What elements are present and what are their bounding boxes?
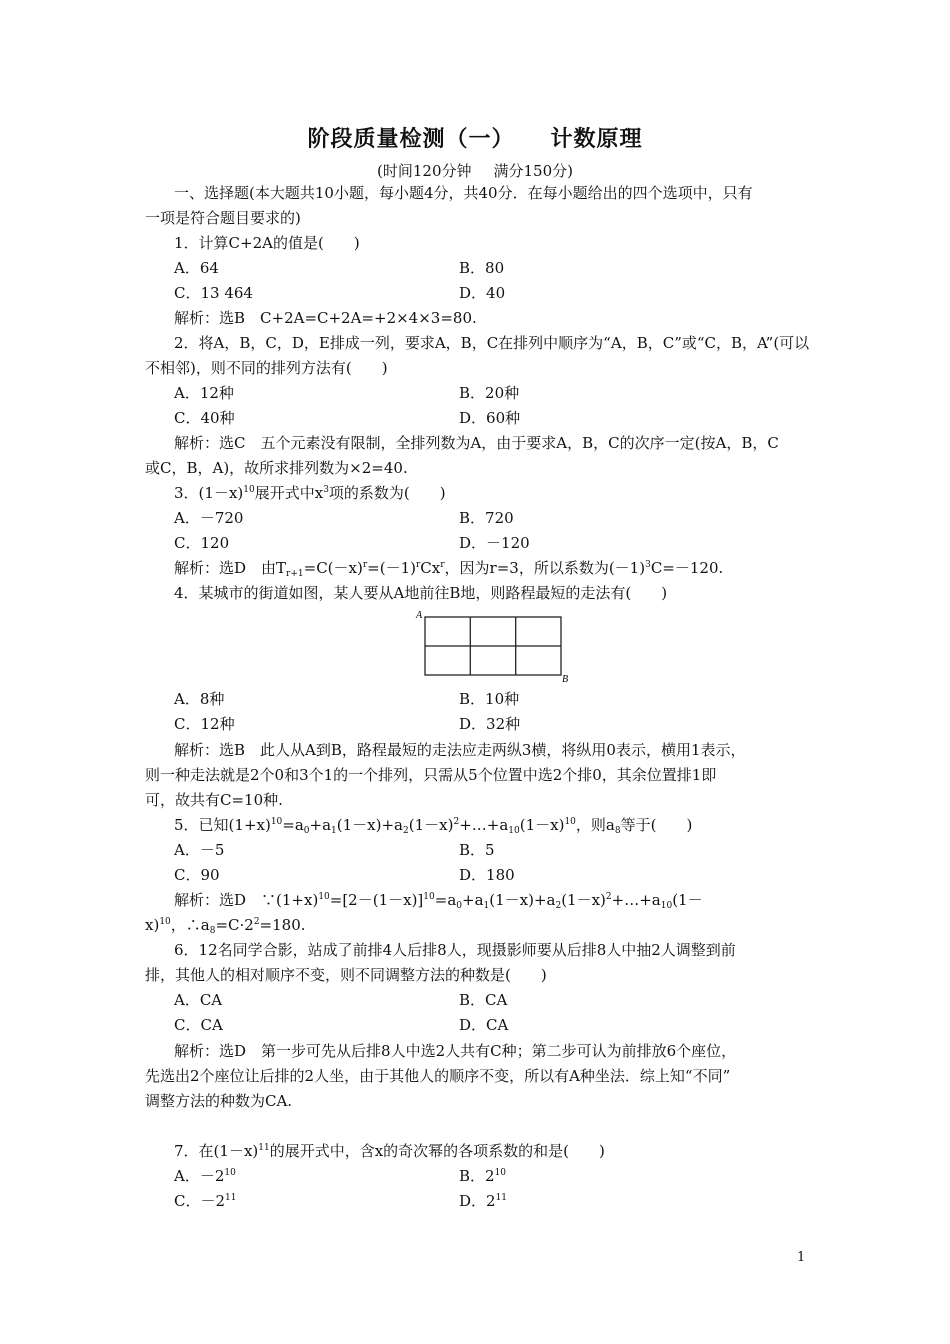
q2-option-d: D．60种	[459, 409, 521, 427]
q6-option-a: A．CA	[174, 991, 223, 1009]
grid-label-a: A	[416, 610, 423, 621]
q7-s2: 的展开式中，含x的奇次幂的各项系数的和是( )	[269, 1142, 605, 1160]
title-part1: 阶段质量检测（一）	[307, 126, 515, 152]
section-heading-2: 一项是符合题目要求的)	[145, 209, 301, 227]
q7-opt-a-text: A．－2	[174, 1167, 225, 1185]
q3-ans-sub: r+1	[286, 569, 304, 579]
q6-answer-1: 解析：选D 第一步可先从后排8人中选2人共有C种；第二步可认为前排放6个座位，	[174, 1042, 737, 1060]
q6-stem-1: 6．12名同学合影，站成了前排4人后排8人，现摄影师要从后排8人中抽2人调整到前	[174, 941, 736, 959]
grid-label-b: B	[562, 674, 569, 685]
q5-s6: +…+a	[459, 816, 509, 834]
q3-stem-a: 3．(1－x)	[174, 484, 244, 502]
q5-s7sup: 10	[564, 817, 576, 827]
q3-stem-sup2: 3	[323, 485, 329, 495]
q5-a4: +a	[462, 891, 484, 909]
q2-answer-1: 解析：选C 五个元素没有限制，全排列数为A，由于要求A，B，C的次序一定(按A，B，C	[174, 434, 779, 452]
q3-option-b: B．720	[459, 509, 514, 527]
q2-option-c: C．40种	[174, 409, 235, 427]
q3-stem	[174, 483, 446, 503]
q6-option-d: D．CA	[459, 1016, 509, 1034]
q5-s2sub: 0	[303, 826, 310, 836]
q3-option-c: C．120	[174, 534, 230, 552]
q6-answer-2: 先选出2个座位让后排的2人坐，由于其他人的顺序不变，所以有A种坐法．综上知“不同”	[145, 1067, 731, 1085]
q5-b1sup: 10	[159, 917, 171, 927]
q1-option-b: B．80	[459, 259, 505, 277]
q5-a2: =[2－(1－x)]	[329, 891, 424, 909]
q3-ans-sup2: r	[415, 560, 421, 570]
q2-answer-2: 或C，B，A)，故所求排列数为×2=40.	[145, 459, 408, 477]
q5-a3sub: 0	[456, 901, 462, 911]
q2-stem-2: 不相邻)，则不同的排列方法有( )	[145, 359, 388, 377]
q3-stem-sup1: 10	[243, 485, 255, 495]
q5-stem	[174, 815, 692, 835]
q7-option-b	[459, 1166, 506, 1186]
q5-b2: ，∴a	[170, 916, 210, 934]
q5-option-c: C．90	[174, 866, 220, 884]
q4-option-c: C．12种	[174, 715, 235, 733]
q7-opt-b-sup: 10	[494, 1168, 507, 1178]
q5-option-a: A．－5	[174, 841, 225, 859]
q1-option-c: C．13 464	[174, 284, 253, 302]
q5-s2: =a	[282, 816, 304, 834]
q5-s7: (1－x)	[519, 816, 565, 834]
q7-opt-c-sup: 11	[225, 1193, 237, 1203]
q5-a3: =a	[434, 891, 457, 909]
q5-a7: +…+a	[611, 891, 661, 909]
q5-a1sup: 10	[318, 892, 330, 902]
q7-opt-c-text: C．－2	[174, 1192, 226, 1210]
q5-a5sub: 2	[555, 901, 562, 911]
q7-option-d	[459, 1191, 507, 1211]
q5-b1: x)	[145, 916, 160, 934]
q3-ans-c: =(－1)	[367, 559, 416, 577]
q5-option-d: D．180	[459, 866, 515, 884]
q5-s9: 等于( )	[620, 816, 693, 834]
q3-ans-a: 解析：选D 由T	[174, 559, 287, 577]
q1-option-d: D．40	[459, 284, 506, 302]
street-grid-figure	[415, 607, 575, 685]
title-part2: 计数原理	[550, 126, 643, 152]
q5-s6sub: 10	[508, 826, 520, 836]
q7-option-c	[174, 1191, 236, 1211]
q5-b3sup: 2	[253, 917, 260, 927]
q6-answer-3: 调整方法的种数为CA.	[145, 1092, 293, 1110]
q3-option-d: D．－120	[459, 534, 530, 552]
q5-s1sup: 10	[270, 817, 283, 827]
q2-option-a: A．12种	[174, 384, 234, 402]
q3-stem-c: 项的系数为( )	[328, 484, 446, 502]
q3-answer	[174, 558, 723, 578]
q7-opt-a-sup: 10	[224, 1168, 236, 1178]
q5-a1: 解析：选D ∵(1+x)	[174, 891, 319, 909]
q5-s1: 5．已知(1+x)	[174, 816, 271, 834]
q5-a8: (1－	[672, 891, 703, 909]
q1-stem: 1．计算C+2A的值是( )	[174, 234, 360, 252]
q5-s8sub: 8	[614, 826, 621, 836]
q5-b4: =180.	[259, 916, 306, 934]
q3-ans-f: C=－120.	[650, 559, 724, 577]
q2-option-b: B．20种	[459, 384, 520, 402]
q7-s1: 7．在(1－x)	[174, 1142, 259, 1160]
q5-option-b: B．5	[459, 841, 495, 859]
q4-option-b: B．10种	[459, 690, 520, 708]
q5-a2sup: 10	[423, 892, 435, 902]
q6-stem-2: 排，其他人的相对顺序不变，则不同调整方法的种数是( )	[145, 966, 547, 984]
q1-answer: 解析：选B C+2A=C+2A=+2×4×3=80.	[174, 309, 477, 327]
q5-a6sup: 2	[605, 892, 612, 902]
q5-a5: (1－x)+a	[489, 891, 556, 909]
q6-option-c: C．CA	[174, 1016, 223, 1034]
q3-ans-sup4: 3	[645, 560, 651, 570]
q4-answer-2: 则一种走法就是2个0和3个1的一个排列，只需从5个位置中选2个排0，其余位置排1即	[145, 766, 717, 784]
q5-s5: (1－x)	[408, 816, 454, 834]
q3-ans-sup3: r	[440, 560, 445, 570]
q5-a6: (1－x)	[561, 891, 606, 909]
q2-stem-1: 2．将A，B，C，D，E排成一列，要求A，B，C在排列中顺序为“A，B，C”或“C，B，A”(可以	[174, 334, 810, 352]
q4-stem: 4．某城市的街道如图，某人要从A地前往B地，则路程最短的走法有( )	[174, 584, 668, 602]
page-number: 1	[797, 1250, 806, 1265]
exam-time: (时间120分钟	[377, 162, 472, 180]
q5-s5sup: 2	[453, 817, 460, 827]
q3-ans-b: =C(－x)	[303, 559, 363, 577]
section-heading-1: 一、选择题(本大题共10小题，每小题4分，共40分．在每小题给出的四个选项中，只有	[174, 184, 753, 202]
q5-s4: (1－x)+a	[336, 816, 403, 834]
q5-answer-2	[145, 915, 306, 935]
q5-a4sub: 1	[483, 901, 490, 911]
q4-option-d: D．32种	[459, 715, 521, 733]
q4-answer-3: 可，故共有C=10种.	[145, 791, 283, 809]
q4-answer-1: 解析：选B 此人从A到B，路程最短的走法应走两纵3横，将纵用0表示，横用1表示，	[174, 741, 746, 759]
q5-b3: =C·2	[215, 916, 254, 934]
q7-stem	[174, 1141, 605, 1161]
q7-option-a	[174, 1166, 236, 1186]
exam-info	[0, 160, 950, 181]
q5-s3: +a	[309, 816, 332, 834]
q5-s3sub: 1	[331, 826, 337, 836]
q5-s8: ，则a	[575, 816, 615, 834]
q3-stem-b: 展开式中x	[254, 484, 324, 502]
q7-opt-d-sup: 11	[495, 1193, 508, 1203]
q3-ans-d: Cx	[420, 559, 441, 577]
q5-a7sub: 10	[660, 901, 673, 911]
q5-answer-1	[174, 890, 703, 910]
page-title	[0, 122, 950, 153]
q5-s4sub: 2	[403, 826, 409, 836]
q3-ans-e: ，因为r=3，所以系数为(－1)	[444, 559, 646, 577]
q3-option-a: A．－720	[174, 509, 244, 527]
q5-b2sub: 8	[209, 926, 216, 936]
q3-ans-sup1: r	[362, 560, 368, 570]
q6-option-b: B．CA	[459, 991, 508, 1009]
q7-s1sup: 11	[258, 1143, 270, 1153]
q4-option-a: A．8种	[174, 690, 225, 708]
q1-option-a: A．64	[174, 259, 219, 277]
q7-opt-b-text: B．2	[459, 1167, 495, 1185]
exam-score: 满分150分)	[493, 162, 573, 180]
q7-opt-d-text: D．2	[459, 1192, 496, 1210]
